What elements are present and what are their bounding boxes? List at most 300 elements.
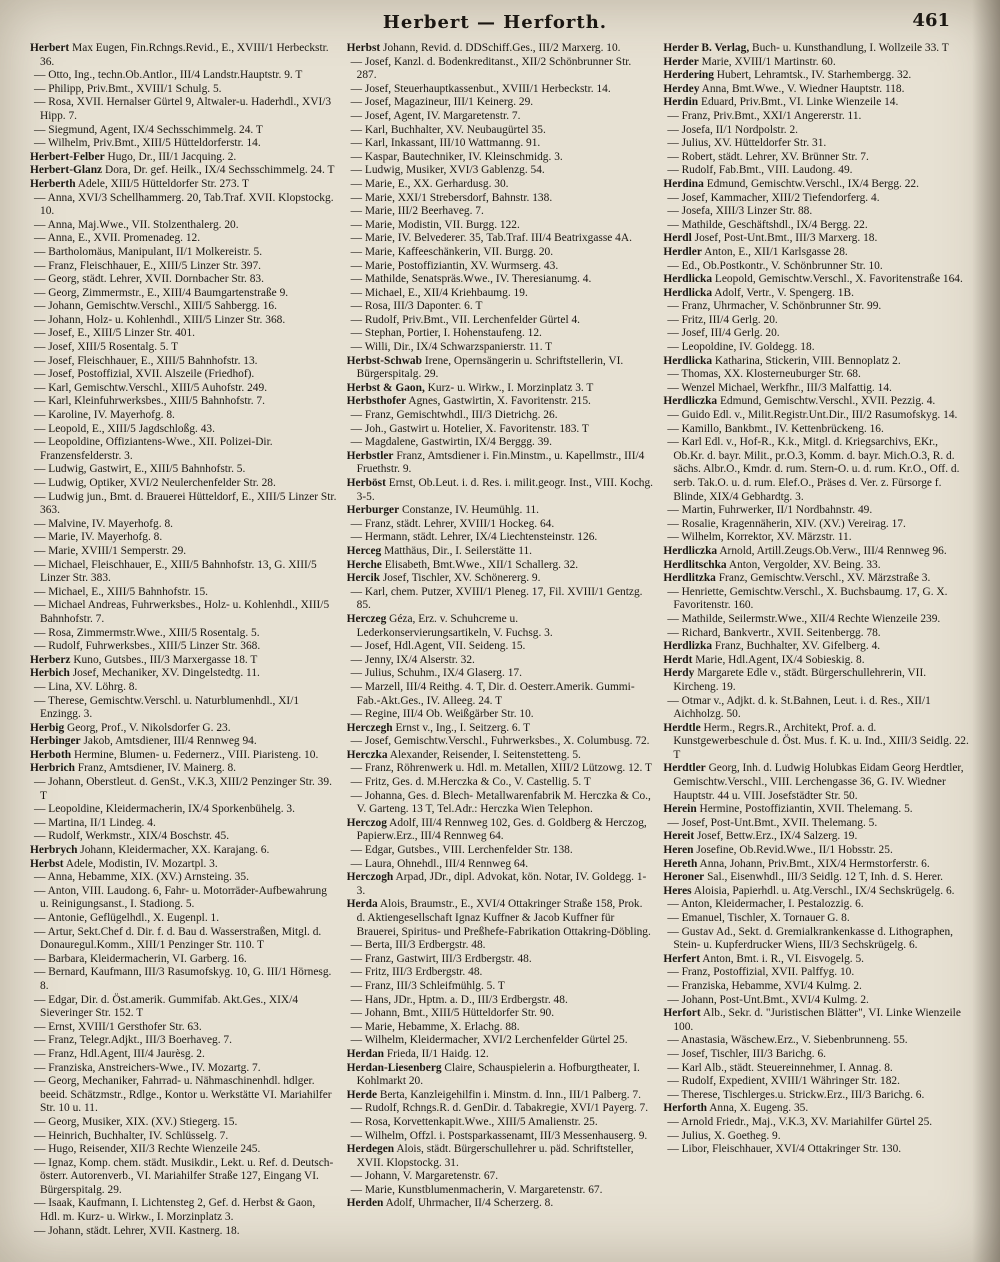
directory-entry	[347, 994, 654, 1008]
directory-entry	[347, 1034, 654, 1048]
entry-text: — Stephan, Portier, I. Hohenstaufeng. 12.	[350, 327, 542, 340]
entry-text: — Otto, Ing., techn.Ob.Antlor., III/4 Landstr.Hauptstr. 9. T	[34, 69, 303, 82]
directory-entry	[30, 667, 337, 681]
entry-text: Anna, Bmt.Wwe., V. Wiedner Hauptstr. 118.	[699, 82, 905, 95]
entry-surname: Herböst	[346, 477, 386, 489]
entry-text: Anton, E., XII/1 Karlsgasse 28.	[701, 245, 848, 258]
entry-text: — Josef, Magazineur, III/1 Keinerg. 29.	[350, 96, 534, 109]
directory-entry	[663, 178, 970, 192]
entry-text: Alb., Sekr. d. "Juristischen Blätter", VI. Linke Wienzeile 100.	[673, 1007, 961, 1033]
entry-text: Leopold, Gemischtw.Verschl., X. Favoritenstraße 164.	[712, 273, 963, 286]
directory-entry	[347, 1116, 654, 1130]
directory-entry	[30, 463, 337, 477]
entry-text: — Michael, E., XII/4 Kriehbaumg. 19.	[350, 286, 528, 299]
directory-entry	[347, 735, 654, 749]
entry-surname: Herbig	[30, 721, 65, 734]
entry-text: — Johann, Oberstleut. d. GenSt., V.K.3, XIII/2 Penzinger Str. 39. T	[34, 776, 332, 802]
entry-text: — Anton, VIII. Laudong. 6, Fahr- u. Motorräder-Aufbewahrung u. Reinigungsanst., I. Stadiong. 5.	[34, 884, 327, 911]
entry-surname: Herbinger	[30, 735, 81, 748]
directory-entry	[663, 830, 970, 844]
entry-surname: Herdlicka	[663, 354, 713, 367]
entry-text: — Marie, IV. Belvederег. 35, Tab.Traf. III/4 Beatrixgasse 4A.	[350, 232, 632, 245]
entry-text: — Karl, Gemischtw.Verschl., XIII/5 Auhofstr. 249.	[34, 381, 268, 394]
entry-text: — Therese, Gemischtw.Verschl. u. Naturblumenhdl., XI/1 Enzingg. 3.	[34, 694, 300, 721]
entry-text: — Johann, städt. Lehrer, XVII. Kastnerg. 18.	[34, 1224, 240, 1237]
entry-text: — Georg, Mechaniker, Fahrrad- u. Nähmaschinenhdl. hdlger. beeid. Schätzmstr., Rdlge., Kontor u. Werkstätte VI. Mariahilfer Str. 10 u. 11.	[34, 1075, 332, 1115]
directory-entry	[30, 531, 337, 545]
directory-entry	[30, 858, 337, 872]
entry-text: Anton, Vergolder, XV. Being. 33.	[726, 558, 881, 571]
directory-entry	[347, 151, 654, 165]
entry-text: Josef, Mechaniker, XV. Dingelstedtg. 11.	[69, 667, 260, 680]
entry-text: — Josef, Hdl.Agent, VII. Seideng. 15.	[350, 640, 526, 653]
directory-entry	[30, 491, 337, 518]
entry-text: — Johann, Post-Unt.Bmt., XVI/4 Kulmg. 2.	[667, 993, 869, 1006]
directory-entry	[347, 96, 654, 110]
directory-entry	[347, 341, 654, 355]
directory-entry	[30, 1021, 337, 1035]
entry-text: — Anna, Maj.Wwe., VII. Stolzenthalerg. 20.	[34, 218, 239, 231]
directory-entry	[663, 1062, 970, 1076]
directory-entry	[663, 314, 970, 328]
directory-entry	[663, 246, 970, 260]
entry-text: — Marie, Kunstblumenmacherin, V. Margaretenstr. 67.	[350, 1183, 603, 1196]
entry-text: — Karl Alb., städt. Steuereinnehmer, I. Annag. 8.	[667, 1061, 893, 1074]
entry-text: Elisabeth, Bmt.Wwe., XII/1 Schallerg. 32.	[381, 558, 579, 571]
directory-entry	[30, 287, 337, 301]
entry-surname: Herdlizka	[663, 640, 713, 653]
directory-entry	[30, 423, 337, 437]
directory-entry	[347, 246, 654, 260]
entry-text: — Fritz, III/4 Gerlg. 20.	[667, 313, 778, 326]
directory-entry	[663, 96, 970, 110]
directory-entry	[347, 572, 654, 586]
entry-text: — Barbara, Kleidermacherin, VI. Garberg. 16.	[34, 952, 247, 965]
entry-text: — Franz, Gemischtwhdl., III/3 Dietrichg. 26.	[350, 409, 558, 422]
directory-entry	[347, 844, 654, 858]
directory-entry	[347, 980, 654, 994]
directory-entry	[30, 341, 337, 355]
entry-surname: Herdtle	[663, 721, 701, 734]
entry-surname: Heres	[663, 884, 692, 897]
directory-entry	[30, 1116, 337, 1130]
entry-surname: Herdan	[346, 1047, 384, 1060]
directory-entry	[663, 1143, 970, 1157]
directory-entry	[30, 1225, 337, 1239]
directory-entry	[347, 273, 654, 287]
entry-surname: Herbert-Glanz	[30, 164, 103, 177]
directory-entry	[347, 300, 654, 314]
directory-entry	[663, 640, 970, 654]
directory-entry	[30, 830, 337, 844]
entry-surname: Herdt	[663, 653, 693, 666]
entry-text: — Libor, Fleischhauer, XVI/4 Ottakringer Str. 130.	[667, 1143, 902, 1156]
directory-entry	[30, 599, 337, 626]
entry-surname: Herberth	[30, 177, 76, 190]
directory-entry	[663, 1089, 970, 1103]
entry-text: Hermine, Postoffiziantin, XVII. Thelemang. 5.	[696, 803, 913, 816]
entry-text: — Franz, städt. Lehrer, XVIII/1 Hockeg. 64.	[350, 517, 555, 530]
directory-entry	[347, 56, 654, 83]
entry-surname: Herczka	[346, 748, 388, 761]
book-spine-shadow	[972, 0, 1000, 1262]
directory-entry	[347, 42, 654, 56]
entry-surname: Herbrych	[30, 844, 78, 857]
entry-text: — Johann, Gemischtw.Verschl., XIII/5 Sahbergg. 16.	[34, 300, 277, 313]
entry-text: — Philipp, Priv.Bmt., XVIII/1 Schulg. 5.	[34, 82, 222, 95]
entry-text: Georg, Prof., V. Nikolsdorfer G. 23.	[64, 721, 231, 734]
entry-text: — Franz, Priv.Bmt., XXI/1 Angererstr. 11.	[667, 109, 862, 122]
entry-text: — Rudolf, Expedient, XVIII/1 Währinger Str. 182.	[667, 1075, 900, 1088]
entry-text: — Josef, Post-Unt.Bmt., XVII. Thelemang. 5.	[667, 816, 878, 829]
directory-entry	[663, 844, 970, 858]
directory-entry	[30, 42, 337, 69]
directory-entry	[663, 436, 970, 504]
entry-text: — Leopold, E., XIII/5 Jagdschloßg. 43.	[34, 422, 215, 435]
directory-entry	[663, 300, 970, 314]
column-2	[347, 42, 654, 1254]
entry-surname: Herboth	[30, 748, 72, 761]
directory-entry	[347, 613, 654, 640]
directory-entry	[30, 762, 337, 776]
entry-text: — Ernst, XVIII/1 Gersthofer Str. 63.	[34, 1020, 202, 1033]
directory-entry	[663, 219, 970, 233]
entry-text: — Josef, XIII/5 Rosentalg. 5. T	[34, 341, 179, 354]
directory-entry	[30, 164, 337, 178]
entry-text: — Rosa, Korvettenkapit.Wwe., XIII/5 Amalienstr. 25.	[350, 1115, 598, 1128]
entry-text: — Josefa, II/1 Nordpolstr. 2.	[667, 123, 798, 136]
directory-entry	[30, 695, 337, 722]
directory-entry	[347, 1089, 654, 1103]
entry-text: — Marzell, III/4 Reithg. 4. T, Dir. d. Oesterr.Amerik. Gummi-Fab.-Akt.Ges., IV. Alleeg. 24. T	[350, 680, 635, 707]
entry-surname: Herburger	[346, 504, 400, 517]
entry-surname: Heren	[663, 844, 694, 857]
entry-text: — Georg, Zimmermstr., E., XIII/4 Baumgartenstraße 9.	[34, 286, 289, 299]
entry-surname: Herczegh	[346, 721, 393, 734]
entry-text: Josefine, Ob.Revid.Wwe., II/1 Hobsstr. 25.	[693, 844, 893, 857]
directory-entry	[30, 327, 337, 341]
entry-text: Max Eugen, Fin.Rchngs.Revid., E., XVIII/1 Herbeckstr. 36.	[40, 42, 329, 68]
entry-text: Herm., Regrs.R., Architekt, Prof. a. d. Kunstgewerbeschule d. Öst. Mus. f. K. u. Ind., XIII/3 Seidlg. 22. T	[673, 721, 969, 761]
directory-entry	[30, 219, 337, 233]
entry-text: Ernst, Ob.Leut. i. d. Res. i. milit.geogr. Inst., VIII. Kochg. 3-5.	[356, 477, 654, 503]
entry-text: — Anna, Hebamme, XIX. (XV.) Arnsteing. 35.	[34, 871, 249, 884]
entry-surname: Hereth	[663, 857, 698, 870]
entry-surname: Herdliczka	[663, 544, 718, 557]
entry-text: Constanze, IV. Heumühlg. 11.	[399, 504, 540, 517]
entry-text: — Fritz, Ges. d. M.Herczka & Co., V. Castellig. 5. T	[350, 776, 591, 789]
entry-text: — Marie, Postoffiziantin, XV. Wurmserg. 43.	[350, 259, 559, 272]
entry-text: — Marie, Modistin, VII. Burgg. 122.	[350, 218, 520, 231]
directory-entry	[347, 1170, 654, 1184]
entry-text: — Franziska, Hebamme, XVI/4 Kulmg. 2.	[667, 979, 862, 992]
directory-entry	[347, 219, 654, 233]
entry-text: — Rudolf, Werkmstr., XIX/4 Boschstr. 45.	[34, 830, 230, 843]
directory-entry	[30, 300, 337, 314]
entry-text: Adolf, III/4 Rennweg 102, Ges. d. Goldberg & Herczog, Papierw.Erz., III/4 Rennweg 64.	[356, 816, 647, 843]
directory-entry	[663, 232, 970, 246]
entry-text: Frieda, II/1 Haidg. 12.	[384, 1047, 489, 1060]
entry-text: — Martin, Fuhrwerker, II/1 Nordbahnstr. 49.	[667, 504, 873, 517]
entry-surname: Herbst	[30, 857, 64, 870]
directory-entry	[663, 164, 970, 178]
entry-text: — Isaak, Kaufmann, I. Lichtensteg 2, Gef. d. Herbst & Gaon, Hdl. m. Kurz- u. Wirkw., I. Morzinplatz 3.	[34, 1197, 316, 1224]
entry-text: — Josef, Gemischtw.Verschl., Fuhrwerksbes., X. Columbusg. 72.	[350, 735, 650, 748]
entry-surname: Herdina	[663, 177, 704, 190]
entry-text: Marie, XVIII/1 Martinstr. 60.	[698, 55, 836, 68]
directory-entry	[30, 368, 337, 382]
entry-surname: Herche	[346, 558, 382, 571]
directory-entry	[347, 898, 654, 939]
entry-surname: Herdering	[663, 69, 714, 82]
entry-surname: Herdl	[663, 232, 692, 245]
entry-text: Hermine, Blumen- u. Federnerz., VIII. Piaristeng. 10.	[71, 748, 319, 761]
entry-text: — Marie, XVIII/1 Semperstr. 29.	[34, 544, 187, 557]
entry-text: — Rosa, III/3 Dapontег. 6. T	[350, 300, 483, 313]
directory-entry	[663, 137, 970, 151]
directory-entry	[347, 531, 654, 545]
entry-text: — Hermann, städt. Lehrer, IX/4 Liechtensteinstr. 126.	[350, 531, 598, 544]
entry-text: Katharina, Stickerin, VIII. Bennoplatz 2.	[712, 354, 901, 367]
entry-text: — Karl, Inkassant, III/10 Wattmanng. 91.	[350, 137, 541, 150]
entry-text: — Thomas, XX. Klosterneuburger Str. 68.	[667, 368, 861, 381]
entry-text: — Hans, JDr., Hptm. a. D., III/3 Erdbergstr. 48.	[350, 993, 568, 1006]
entry-text: Georg, Inh. d. Ludwig Holubkas Eidam Georg Herdtler, Gemischtw.Verschl., VIII. Lerchengasse 36, G. IV. Wiedner Hauptstr. 44 u. VIII. Josefstädter Str. 50.	[673, 762, 964, 802]
directory-entry	[30, 273, 337, 287]
directory-entry	[30, 749, 337, 763]
entry-text: — Berta, III/3 Erdbergstr. 48.	[350, 939, 486, 952]
entry-text: — Artur, Sekt.Chef d. Dir. f. d. Bau d. Wasserstraßen, Mitgl. d. Donauregul.Komm., XIII/1 Penzinger Str. 110. T	[34, 925, 322, 952]
directory-entry	[663, 42, 970, 56]
entry-text: Franz, Amtsdiener i. Fin.Minstm., u. Kapellmstr., III/4 Fruethstr. 9.	[356, 449, 645, 476]
directory-entry	[30, 926, 337, 953]
entry-surname: Herbst	[346, 42, 381, 54]
directory-entry	[347, 776, 654, 790]
directory-entry	[30, 409, 337, 423]
entry-text: Adele, Modistin, IV. Mozartpl. 3.	[63, 857, 218, 870]
entry-text: Arnold, Artill.Zeugs.Ob.Verw., III/4 Rennweg 96.	[717, 544, 947, 557]
directory-entry	[347, 232, 654, 246]
directory-entry	[663, 69, 970, 83]
directory-entry	[663, 531, 970, 545]
entry-surname: Herfort	[663, 1007, 701, 1020]
directory-entry	[347, 436, 654, 450]
directory-entry	[663, 1130, 970, 1144]
directory-entry	[347, 178, 654, 192]
directory-entry	[30, 885, 337, 912]
entry-text: — Leopoldine, Offiziantens-Wwe., XII. Polizei-Dir. Franzensfelderstr. 3.	[34, 436, 273, 462]
entry-text: Eduard, Priv.Bmt., VI. Linke Wienzeile 14.	[698, 96, 899, 109]
entry-text: — Anna, E., XVII. Promenadeg. 12.	[34, 232, 201, 245]
entry-text: — Michael, Fleischhauer, E., XIII/5 Bahnhofstr. 13, G. XIII/5 Linzer Str. 383.	[34, 558, 317, 585]
entry-surname: Herdey	[663, 82, 700, 95]
directory-entry	[30, 1197, 337, 1224]
directory-entry	[663, 559, 970, 573]
entry-text: Aloisia, Papierhdl. u. Atg.Verschl., IX/4 Sechskrügelg. 6.	[691, 884, 955, 897]
entry-text: — Bernard, Kaufmann, III/3 Rasumofskyg. 10, G. III/1 Hörnesg. 8.	[34, 966, 332, 992]
entry-text: — Fritz, III/3 Erdbergstr. 48.	[350, 966, 483, 979]
entry-surname: Herbsthofer	[346, 395, 407, 408]
directory-entry	[30, 1062, 337, 1076]
entry-surname: Herdlicka	[663, 286, 713, 299]
entry-text: Matthäus, Dir., I. Seilerstätte 11.	[381, 544, 533, 557]
directory-entry	[30, 586, 337, 600]
page-header	[30, 10, 960, 38]
entry-text: Franz, Amtsdiener, IV. Mainerg. 8.	[74, 762, 237, 775]
entry-text: — Marie, III/2 Beerhaveg. 7.	[350, 205, 484, 218]
directory-entry	[347, 124, 654, 138]
directory-entry	[347, 749, 654, 763]
directory-entry	[30, 1143, 337, 1157]
entry-surname: Hereit	[663, 830, 695, 843]
entry-text: Dora, Dr. gef. Heilk., IX/4 Sechsschimmelg. 24. T	[102, 164, 335, 177]
directory-entry	[663, 395, 970, 409]
entry-text: Franz, Buchhalter, XV. Gifelberg. 4.	[712, 640, 881, 653]
entry-text: — Ed., Ob.Postkontr., V. Schönbrunner Str. 10.	[667, 259, 883, 272]
entry-text: — Rudolf, Priv.Bmt., VII. Lerchenfelder Gürtel 4.	[350, 313, 580, 326]
entry-text: Marie, Hdl.Agent, IX/4 Sobieskig. 8.	[692, 653, 865, 666]
directory-entry	[347, 260, 654, 274]
directory-entry	[663, 695, 970, 722]
entry-text: Hubert, Lehramtsk., IV. Starhembergg. 32.	[713, 69, 912, 82]
directory-entry	[30, 436, 337, 463]
directory-entry	[663, 545, 970, 559]
entry-text: — Edgar, Dir. d. Öst.amerik. Gummifab. Akt.Ges., XIX/4 Sieveringer Str. 152. T	[34, 993, 299, 1020]
directory-entry	[347, 83, 654, 97]
entry-text: Josef, Tischler, XV. Schönererg. 9.	[379, 572, 541, 585]
entry-surname: Herda	[346, 898, 378, 911]
entry-text: — Arnold Friedr., Maj., V.K.3, XV. Mariahilfer Gürtel 25.	[667, 1115, 933, 1128]
entry-text: — Rudolf, Rchngs.R. d. GenDir. d. Tabakregie, XVI/1 Payerg. 7.	[350, 1102, 649, 1115]
directory-entry	[30, 96, 337, 123]
directory-entry	[347, 110, 654, 124]
entry-text: — Marie, IV. Mayerhofg. 8.	[34, 531, 163, 544]
directory-entry	[347, 667, 654, 681]
entry-text: Anna, Johann, Priv.Bmt., XIX/4 Hermstorferstr. 6.	[697, 857, 930, 870]
directory-entry	[30, 871, 337, 885]
directory-entry	[663, 613, 970, 627]
directory-entry	[663, 504, 970, 518]
entry-text: — Otmar v., Adjkt. d. k. St.Bahnen, Leut. i. d. Res., XII/1 Aichholzg. 50.	[667, 694, 931, 721]
entry-surname: Herdan-Liesenberg	[346, 1061, 442, 1074]
entry-text: Irene, Opernsängerin u. Schriftstellerin, VI. Bürgerspitalg. 29.	[356, 354, 624, 381]
directory-entry	[663, 762, 970, 803]
entry-surname: Herdlitschka	[663, 558, 727, 571]
entry-text: — Anton, Kleidermacher, I. Pestalozzig. 6.	[667, 898, 864, 911]
directory-entry	[30, 395, 337, 409]
entry-text: — Josef, Postoffizial, XVII. Alszeile (Friedhof).	[34, 368, 255, 381]
directory-entry	[663, 858, 970, 872]
entry-text: — Georg, Musiker, XIX. (XV.) Stiegerg. 15.	[34, 1115, 238, 1128]
directory-entry	[663, 1034, 970, 1048]
directory-entry	[663, 926, 970, 953]
entry-text: — Franz, Telegr.Adjkt., III/3 Boerhaveg. 7.	[34, 1034, 232, 1047]
directory-entry	[663, 327, 970, 341]
directory-entry	[663, 355, 970, 369]
directory-entry	[663, 871, 970, 885]
directory-entry	[30, 518, 337, 532]
entry-text: — Josef, E., XIII/5 Linzer Str. 401.	[34, 327, 196, 340]
directory-entry	[347, 1102, 654, 1116]
directory-entry	[663, 572, 970, 586]
directory-entry	[347, 423, 654, 437]
directory-entry	[347, 450, 654, 477]
directory-entry	[663, 518, 970, 532]
entry-text: — Therese, Tischlerges.u. Strickw.Erz., III/3 Barichg. 6.	[667, 1088, 925, 1101]
directory-entry	[30, 640, 337, 654]
directory-entry	[663, 192, 970, 206]
directory-entry	[347, 586, 654, 613]
directory-entry	[30, 966, 337, 993]
entry-text: Margarete Edle v., städt. Bürgerschullehrerin, VII. Kircheng. 19.	[673, 667, 927, 693]
entry-text: — Jenny, IX/4 Alserstr. 32.	[350, 653, 475, 666]
column-3	[663, 42, 970, 1254]
entry-text: — Karl, Kleinfuhrwerksbes., XIII/5 Bahnhofstr. 7.	[34, 395, 265, 408]
directory-entry	[663, 667, 970, 694]
entry-text: — Mathilde, Senatspräs.Wwe., IV. Theresianumg. 4.	[350, 273, 592, 286]
entry-text: — Wilhelm, Korrektor, XV. Märzstr. 11.	[667, 531, 852, 544]
entry-text: — Guido Edl. v., Milit.Registr.Unt.Dir., III/2 Rasumofskyg. 14.	[667, 409, 958, 422]
entry-text: — Ludwig, Gastwirt, E., XIII/5 Bahnhofstr. 5.	[34, 463, 246, 476]
directory-entry	[30, 1130, 337, 1144]
entry-text: Arpad, JDr., dipl. Advokat, kön. Notar, IV. Goldegg. 1-3.	[356, 871, 647, 897]
entry-surname: Herberz	[30, 653, 71, 666]
directory-entry	[30, 912, 337, 926]
directory-entry	[347, 504, 654, 518]
directory-entry	[30, 151, 337, 165]
directory-entry	[30, 681, 337, 695]
entry-surname: Herbert-Felber	[30, 150, 105, 163]
directory-entry	[30, 83, 337, 97]
directory-entry	[663, 260, 970, 274]
directory-entry	[30, 559, 337, 586]
entry-surname: Heroner	[663, 871, 705, 884]
entry-text: — Wilhelm, Kleidermacher, XVI/2 Lerchenfelder Gürtel 25.	[350, 1034, 628, 1047]
entry-surname: Herbstler	[346, 449, 394, 462]
entry-text: Buch- u. Kunsthandlung, I. Wollzeile 33. T	[749, 42, 949, 54]
entry-text: Anton, Bmt. i. R., VI. Eisvogelg. 5.	[700, 952, 865, 965]
entry-text: — Rosa, XVII. Hernalser Gürtel 9, Altwaler-u. Haderhdl., XVI/3 Hipp. 7.	[34, 96, 332, 122]
directory-entry	[347, 545, 654, 559]
entry-text: — Mathilde, Geschäftshdl., IX/4 Bergg. 22.	[667, 218, 868, 231]
directory-columns	[30, 42, 970, 1254]
directory-entry	[30, 953, 337, 967]
directory-entry	[347, 559, 654, 573]
entry-text: — Magdalene, Gastwirtin, IX/4 Berggg. 39.	[350, 436, 552, 449]
entry-text: Géza, Erz. v. Schuhcreme u. Lederkonservierungsartikeln, V. Fuchsg. 3.	[356, 612, 553, 639]
directory-entry	[663, 287, 970, 301]
directory-entry	[347, 164, 654, 178]
directory-entry	[663, 341, 970, 355]
entry-surname: Herdin	[663, 96, 699, 109]
directory-entry	[30, 994, 337, 1021]
entry-text: — Franz, III/3 Schleifmühlg. 5. T	[350, 979, 505, 992]
entry-surname: Herbst-Schwab	[346, 354, 422, 367]
entry-text: — Julius, Schuhm., IX/4 Glaserg. 17.	[350, 667, 522, 680]
page-number: 461	[912, 10, 950, 31]
entry-text: — Kamillo, Bankbmt., IV. Kettenbrückeng. 16.	[667, 422, 884, 435]
entry-text: — Emanuel, Tischler, X. Tornauer G. 8.	[667, 912, 850, 924]
entry-text: — Ludwig, Musiker, XVI/3 Gablenzg. 54.	[350, 164, 545, 177]
directory-entry	[663, 1007, 970, 1034]
directory-entry	[347, 1184, 654, 1198]
entry-text: — Marie, XXI/1 Strebersdorf, Bahnstr. 138.	[350, 191, 553, 204]
running-head: Herbert — Herforth.	[382, 12, 608, 33]
directory-entry	[663, 83, 970, 97]
directory-entry	[30, 1034, 337, 1048]
directory-entry	[663, 124, 970, 138]
directory-entry	[347, 327, 654, 341]
